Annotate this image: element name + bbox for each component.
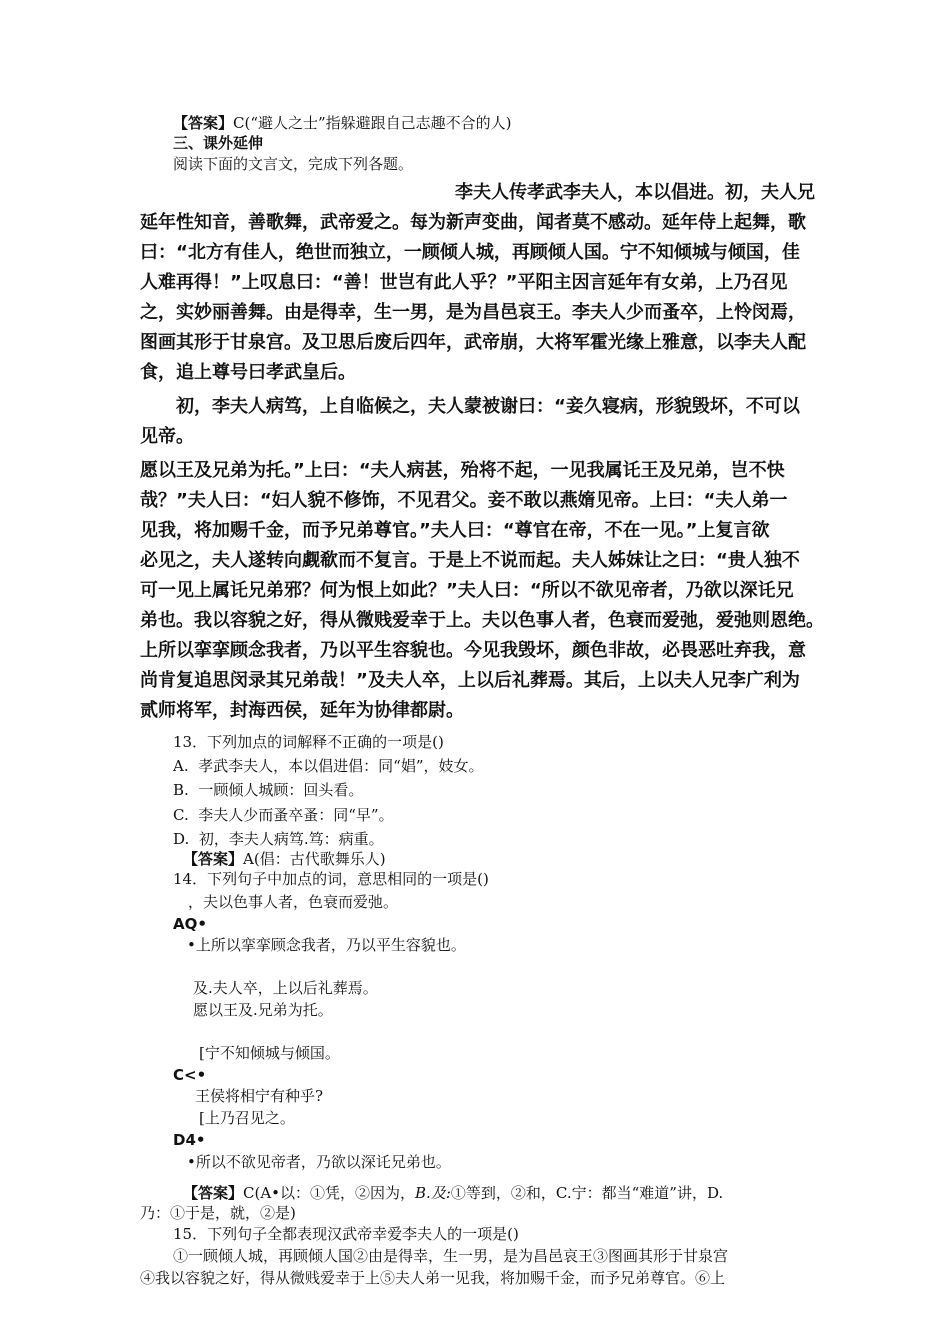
- option-label: A.: [173, 757, 189, 775]
- q14-line: 及.夫人卒，上以后礼葬焉。: [193, 979, 378, 997]
- answer-tag: 【答案】: [173, 114, 234, 132]
- option-b: [173, 780, 363, 800]
- answer-text: ①等到，②和，C.宁：都当“难道”讲，D.: [450, 1184, 724, 1202]
- passage-line: 之，实妙丽善舞。由是得幸，生一男，是为昌邑哀王。李夫人少而蚤卒，上怜闵焉，: [140, 302, 806, 323]
- question-stem: 15．下列句子全都表现汉武帝幸爱李夫人的一项是(): [173, 1225, 519, 1243]
- passage-line: 李夫人传孝武李夫人，本以倡进。初，夫人兄: [455, 182, 815, 203]
- q15-line: ①一顾倾人城，再顾倾人国②由是得幸，生一男，是为昌邑哀王③图画其形于甘泉宫: [173, 1247, 729, 1265]
- option-d: [173, 829, 384, 849]
- passage-line: 必见之，夫人遂转向觑欷而不复言。于是上不说而起。夫人姊妹让之曰：“贵人独不: [140, 550, 800, 571]
- q14-line: D4•: [173, 1131, 206, 1149]
- option-text: 初，李夫人病笃.笃：病重。: [198, 830, 384, 848]
- answer-text: A(倡：古代歌舞乐人): [243, 850, 386, 868]
- passage-line: 上所以挛挛顾念我者，乃以平生容貌也。今见我毁坏，颜色非故，必畏恶吐弃我，意: [140, 640, 806, 661]
- passage-line: 弟也。我以容貌之好，得从微贱爱幸于上。夫以色事人者，色衰而爱弛，爱弛则恩绝。: [140, 610, 824, 631]
- answer-tag: 【答案】: [183, 850, 244, 868]
- answer-line: [183, 849, 386, 869]
- option-text: 一顾倾人城顾：回头看。: [198, 781, 364, 799]
- passage-line: 人难再得！”上叹息曰：“善！世岂有此人乎？”平阳主因言延年有女弟，上乃召见: [140, 272, 788, 293]
- q14-line: 王侯将相宁有种乎?: [195, 1087, 324, 1105]
- answer-line: [183, 1183, 723, 1203]
- option-text: 李夫人少而蚤卒蚤：同“早”。: [198, 806, 394, 824]
- q14-line: ，夫以色事人者，色衰而爱弛。: [188, 893, 399, 911]
- passage-line: 图画其形于甘泉宫。及卫思后废后四年，武帝崩，大将军霍光缘上雅意，以李夫人配: [140, 332, 806, 353]
- passage-line: 食，追上尊号曰孝武皇后。: [140, 362, 356, 383]
- option-c: [173, 805, 394, 825]
- answer-line-12: [173, 113, 512, 133]
- passage-line: 愿以王及兄弟为托。”上曰：“夫人病甚，殆将不起，一见我属讬王及兄弟，岂不快: [140, 460, 785, 481]
- q15-line: ④我以容貌之好，得从微贱爱幸于上⑤夫人弟一见我，将加赐千金，而予兄弟尊官。⑥上: [140, 1269, 726, 1287]
- option-label: C.: [173, 806, 189, 824]
- passage-line: 曰：“北方有佳人，绝世而独立，一顾倾人城，再顾倾人国。宁不知倾城与倾国，佳: [140, 242, 800, 263]
- q14-line: 愿以王及.兄弟为托。: [193, 1001, 333, 1019]
- q14-line: C<•: [173, 1066, 207, 1084]
- answer-text: C(A•以：①凭，②因为，: [243, 1184, 416, 1202]
- answer-line-cont: 乃：①于是，就，②是): [140, 1204, 296, 1222]
- passage-line: 可一见上属讬兄弟邪？何为恨上如此？”夫人曰：“所以不欲见帝者，乃欲以深讬兄: [140, 580, 794, 601]
- answer-tag: 【答案】: [183, 1184, 244, 1202]
- passage-line: 尚肯复追思闵录其兄弟哉！”及夫人卒，上以后礼葬焉。其后，上以夫人兄李广利为: [140, 670, 800, 691]
- passage-line: 延年性知音，善歌舞，武帝爱之。每为新声变曲，闻者莫不感动。延年侍上起舞，歌: [140, 212, 806, 233]
- passage-line: 贰师将军，封海西侯，延年为协律都尉。: [140, 700, 464, 721]
- option-label: B.: [173, 781, 189, 799]
- passage-line: 哉？”夫人曰：“妇人貌不修饰，不见君父。妾不敢以燕媠见帝。上曰：“夫人弟一: [140, 490, 788, 511]
- q14-line: •上所以挛挛顾念我者，乃以平生容貌也。: [187, 936, 466, 954]
- passage-line: 见帝。: [140, 426, 194, 447]
- q14-line: [宁不知倾城与倾国。: [199, 1044, 340, 1062]
- section-title: 三、课外延伸: [173, 134, 264, 152]
- instruction-text: 阅读下面的文言文，完成下列各题。: [173, 155, 414, 173]
- q14-line: •所以不欲见帝者，乃欲以深讬兄弟也。: [187, 1153, 451, 1171]
- q14-line: AQ•: [173, 915, 207, 933]
- question-stem: 14．下列句子中加点的词，意思相同的一项是(): [173, 870, 489, 888]
- option-label: D.: [173, 830, 190, 848]
- answer-text: B.及:: [415, 1184, 451, 1202]
- question-stem: 13．下列加点的词解释不正确的一项是(): [173, 733, 444, 751]
- option-text: 孝武李夫人，本以倡进倡：同“娼”，妓女。: [198, 757, 484, 775]
- option-a: [173, 756, 484, 776]
- answer-text: C(“避人之士”指躲避跟自己志趣不合的人): [233, 114, 512, 132]
- passage-line: 初，李夫人病笃，上自临候之，夫人蒙被谢曰：“妾久寝病，形貌毁坏，不可以: [176, 396, 800, 417]
- passage-line: 见我，将加赐千金，而予兄弟尊官。”夫人曰：“尊官在帝，不在一见。”上复言欲: [140, 520, 770, 541]
- q14-line: [上乃召见之。: [199, 1109, 295, 1127]
